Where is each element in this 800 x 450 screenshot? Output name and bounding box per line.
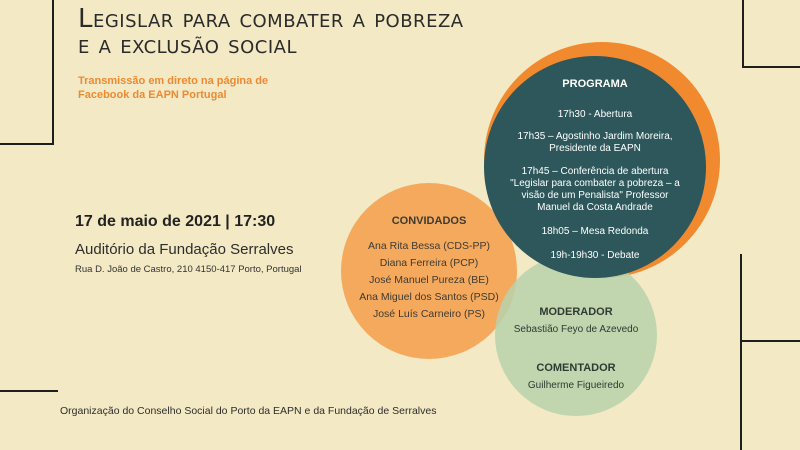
convidados-heading: CONVIDADOS xyxy=(391,215,467,227)
convidados-section xyxy=(341,215,517,323)
comentador-name: Guilherme Figueiredo xyxy=(527,380,625,391)
page-title xyxy=(78,6,464,58)
programa-heading: PROGRAMA xyxy=(562,78,628,90)
guest-name: José Manuel Pureza (BE) xyxy=(369,274,489,286)
programa-item: 19h-19h30 - Debate xyxy=(550,250,640,261)
programa-item: 17h45 – Conferência de abertura "Legislar para combater a pobreza – a visão de um Penalista" Professor Manuel da Costa Andrade xyxy=(510,166,680,213)
moderador-name: Sebastião Feyo de Azevedo xyxy=(513,324,639,335)
comentador-section xyxy=(510,362,642,392)
stream-info xyxy=(78,74,298,102)
divider-line xyxy=(0,143,54,145)
programa-item: 18h05 – Mesa Redonda xyxy=(541,226,649,237)
divider-line xyxy=(740,340,800,342)
comentador-heading: COMENTADOR xyxy=(536,362,616,374)
guest-name: Ana Rita Bessa (CDS-PP) xyxy=(368,240,490,252)
divider-line xyxy=(742,0,744,68)
guest-name: Ana Miguel dos Santos (PSD) xyxy=(359,291,499,303)
programa-item: 17h30 - Abertura xyxy=(557,109,633,120)
divider-line xyxy=(52,0,54,144)
programa-item: 17h35 – Agostinho Jardim Moreira, Presidente da EAPN xyxy=(517,131,673,154)
event-address: Rua D. João de Castro, 210 4150-417 Porto, Portugal xyxy=(75,264,302,275)
event-venue: Auditório da Fundação Serralves xyxy=(75,241,294,258)
divider-line xyxy=(0,390,58,392)
divider-line xyxy=(740,254,742,450)
title-line-1: Legislar para combater a pobreza xyxy=(78,4,464,34)
stream-info-line-2: Facebook da EAPN Portugal xyxy=(78,89,227,101)
divider-line xyxy=(742,66,800,68)
moderador-heading: MODERADOR xyxy=(539,306,613,318)
guest-name: José Luís Carneiro (PS) xyxy=(372,308,486,320)
organization-credit: Organização do Conselho Social do Porto da EAPN e da Fundação de Serralves xyxy=(60,405,437,417)
moderador-section xyxy=(510,306,642,336)
event-date: 17 de maio de 2021 | 17:30 xyxy=(75,213,276,230)
title-line-2: e a exclusão social xyxy=(78,30,297,60)
guest-name: Diana Ferreira (PCP) xyxy=(379,257,479,269)
stream-info-line-1: Transmissão em direto na página de xyxy=(78,75,269,87)
